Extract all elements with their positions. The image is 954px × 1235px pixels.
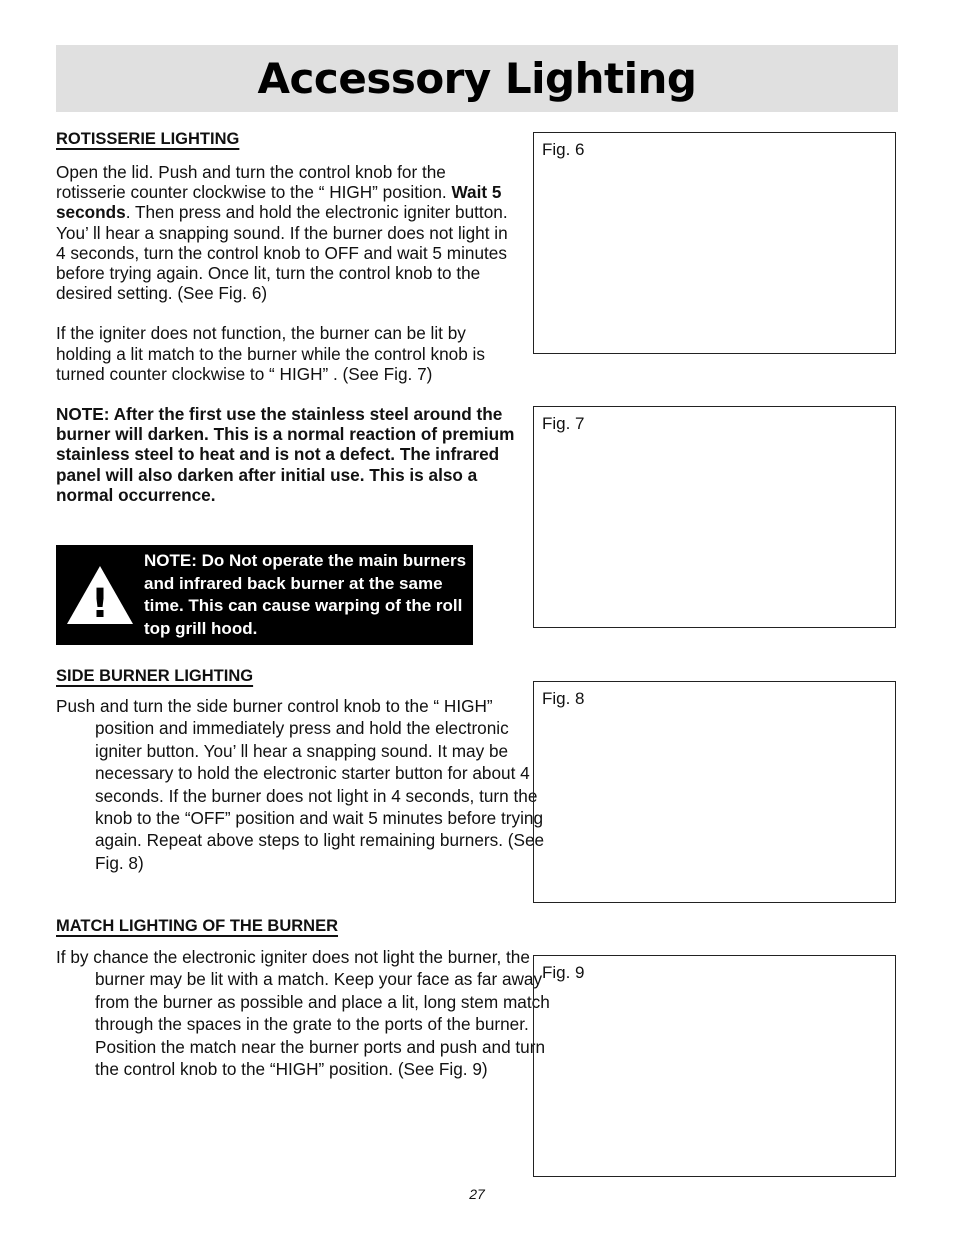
figure-8-box	[533, 681, 896, 903]
rotisserie-paragraph-2: If the igniter does not function, the burner can be lit by holding a lit match to the burner while the control knob is turned counter clockwise to “ HIGH” . (See Fig. 7)	[56, 323, 485, 384]
rotisserie-p1-start: Open the lid. Push and turn the control knob for the rotisserie counter clockwise to the “ HIGH” position.	[56, 162, 452, 203]
rotisserie-p1-bold: Wait 5 seconds	[56, 182, 502, 223]
side-burner-heading: SIDE BURNER LIGHTING	[56, 667, 254, 685]
figure-9-label: Fig. 9	[542, 963, 585, 982]
rotisserie-paragraph-1	[56, 162, 518, 303]
rotisserie-note: NOTE: After the first use the stainless steel around the burner will darken. This is a normal reaction of premium stainless steel to heat and is not a defect. The infrared panel will also darken after initial use. This is also a normal occurrence.	[56, 404, 515, 505]
page-title: Accessory Lighting	[257, 54, 697, 103]
page-number: 27	[469, 1186, 485, 1202]
figure-7-label: Fig. 7	[542, 414, 585, 433]
title-bar	[56, 45, 898, 112]
figure-6-box	[533, 132, 896, 354]
rotisserie-heading: ROTISSERIE LIGHTING	[56, 130, 240, 148]
warning-text: NOTE: Do Not operate the main burners and infrared back burner at the same time. This can cause warping of the roll top grill hood.	[144, 551, 467, 638]
side-burner-text: Push and turn the side burner control knob to the “ HIGH” position and immediately press and hold the electronic igniter button. You’ ll hear a snapping sound. It may be necessary to hold the electronic starter button for about 4 seconds. If the burner does not light in 4 seconds, turn the knob to the “OFF” position and wait 5 minutes before trying again. Repeat above steps to light remaining burners. (See Fig. 8)	[56, 696, 545, 873]
warning-icon	[56, 545, 144, 645]
match-lighting-text: If by chance the electronic igniter does not light the burner, the burner may be lit with a match. Keep your face as far away from the burner as possible and place a lit, long stem match through the spaces in the grate to the ports of the burner. Position the match near the burner ports and push and turn the control knob to the “HIGH” position. (See Fig. 9)	[56, 947, 550, 1080]
figure-7-box	[533, 406, 896, 628]
figure-8-label: Fig. 8	[542, 689, 585, 708]
rotisserie-section	[56, 162, 518, 505]
match-lighting-heading: MATCH LIGHTING OF THE BURNER	[56, 917, 339, 935]
figure-9-box	[533, 955, 896, 1177]
warning-box	[56, 545, 473, 645]
warning-symbol: !	[90, 581, 110, 626]
figure-6-label: Fig. 6	[542, 140, 585, 159]
rotisserie-p1-end: . Then press and hold the electronic igniter button. You’ ll hear a snapping sound. If the burner does not light in 4 seconds, turn the control knob to OFF and wait 5 minutes before trying again. Once lit, turn the control knob to the desired setting. (See Fig. 6)	[56, 202, 508, 304]
